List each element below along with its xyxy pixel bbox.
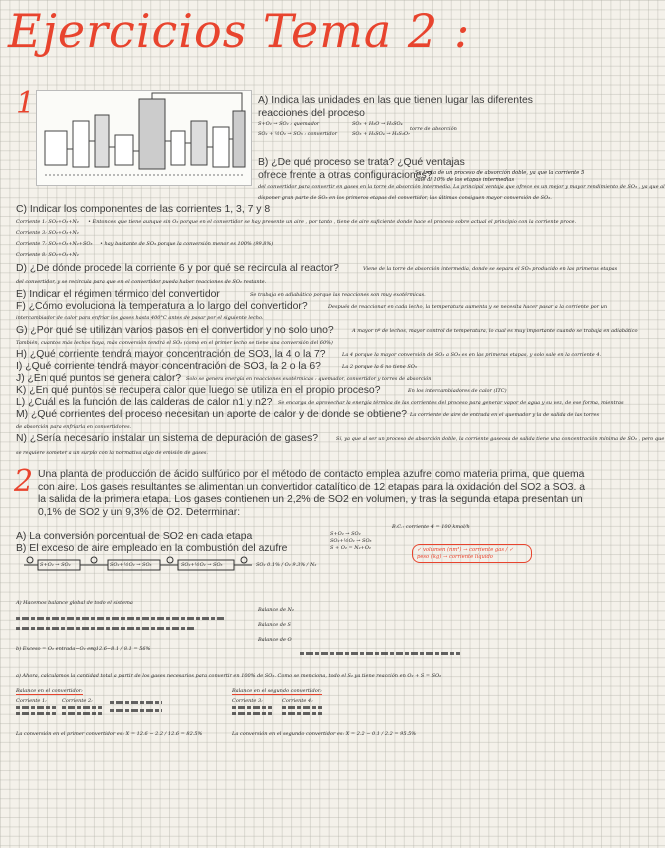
stream-8: Corriente 8: SO₂+O₂+N₂ (16, 252, 79, 258)
part-c-intro: a) Ahora, calculamos la cantidad total a partir de los gases necesarios para convertir en 100% de SO₂. Como se menciona, todo el S₂ ya tiene reacción en O₂ + S = SO₂ (16, 673, 442, 679)
answer-1f: Después de reaccionar en cada lecho, la temperatura aumenta y se necesita hacer pasar a la corriente por un (328, 304, 608, 310)
scribble-s4-b (282, 712, 322, 715)
answer-1h: La 4 porque la mayor conversión de SO₂ a SO₃ es en las primeras etapas, y solo sale en la corriente 4. (342, 352, 602, 358)
reaction-1: S+O₂ → SO₂ (330, 531, 361, 537)
scribble-s2-b (62, 712, 102, 715)
process-diagram (36, 90, 252, 186)
flow-diagram-drawing (20, 556, 320, 580)
question-1k: K) ¿En qué puntos se recupera calor que luego se utiliza en el propio proceso? (16, 385, 381, 396)
excess-air-label: b) Exceso = O₂ entrada−O₂ esq (16, 646, 96, 652)
result-first-converter: La conversión en el primer convertidor es: X = 12.6 − 2.2 / 12.6 = 82.5% (16, 731, 203, 737)
question-1j: J) ¿En qué puntos se genera calor? (16, 373, 182, 384)
flow-box-2: SO₂+½O₂ → SO₃ (110, 562, 152, 568)
section-number-2: 2 (14, 464, 34, 499)
scribble-s1-a (16, 706, 56, 709)
question-1i: I) ¿Qué corriente tendrá mayor concentración de SO3, la 2 o la 6? (16, 361, 321, 372)
question-1h: H) ¿Qué corriente tendrá mayor concentración de SO3, la 4 o la 7? (16, 349, 326, 360)
scribble-s1-b (16, 712, 56, 715)
scribble-s3-a (232, 706, 272, 709)
scribble-s4-a (282, 706, 322, 709)
scribble-s2-d (110, 709, 162, 712)
flow-box-1: S+O₂ → SO₂ (40, 562, 71, 568)
section-number-1: 1 (16, 86, 36, 121)
equation-note: torre de absorción (410, 126, 457, 132)
stream-label-2: Corriente 2: (62, 698, 93, 704)
answer-1m-line2: de absorción para enfriarla en convertidores. (16, 424, 132, 430)
stream-label-3: Corriente 3: (232, 698, 263, 704)
question-1e: E) Indicar el régimen térmico del convertidor (16, 289, 220, 300)
answer-1b-line3: disponer gran parte de SO₃ en los primeros etapas del convertidor, las últimas consiguen mayor conversión de SO₂. (258, 195, 552, 201)
stream-1: Corriente 1: SO₂+O₂+N₂ (16, 219, 79, 225)
mass-balance-title: A) Hacemos balance global de todo el sistema (16, 600, 133, 606)
scribble-s2-c (110, 701, 162, 704)
question-1d: D) ¿De dónde procede la corriente 6 y por qué se recircula al reactor? (16, 263, 339, 274)
question-1m: M) ¿Qué corrientes del proceso necesitan un aporte de calor y de donde se obtiene? (16, 409, 408, 420)
balance-second-converter: Balance en el segundo convertidor: (232, 688, 322, 694)
flow-diagram (20, 556, 320, 580)
result-second-converter: La conversión en el segundo convertidor es: X = 2.2 − 0.1 / 2.2 = 95.5% (232, 731, 417, 737)
answer-1i: La 2 porque la 6 no tiene SO₃ (342, 364, 417, 370)
stream-7-note: • hay bastante de SO₃ porque la conversión menor es 100% (99.8%) (100, 241, 274, 247)
reaction-3: S + O₂ = N₂+O₂ (330, 545, 371, 551)
balance-n2: Balance de N₂ (258, 607, 294, 613)
equation-4: SO₃ + H₂SO₄ → H₂S₂O₇ (352, 131, 411, 137)
question-2a: A) La conversión porcentual de SO2 en cada etapa (16, 531, 253, 542)
question-1n: N) ¿Sería necesario instalar un sistema de depuración de gases? (16, 433, 319, 444)
answer-1g: A mayor nº de lechos, mayor control de temperatura, lo cual es muy importante cuando se trabaja en adiabático (352, 328, 638, 334)
process-diagram-drawing (37, 91, 251, 185)
answer-1j: Solo se genera energía en reacciones exotérmicas : quemador, convertidor y torres de absorción (186, 376, 432, 382)
scribble-s2-a (62, 706, 102, 709)
balance-s: Balance de S (258, 622, 291, 628)
balance-o: Balance de O (258, 637, 292, 643)
stream-3: Corriente 3: SO₂+O₂+N₂ (16, 230, 79, 236)
basis-note: B.C.: corriente 4 = 100 kmol/h (392, 524, 470, 530)
question-1l: L) ¿Cuál es la función de las calderas de calor n1 y n2? (16, 397, 273, 408)
answer-1d-line2: del convertidor, y se recircula para que en el convertidor pueda haber reacciones de SO₂ restante. (16, 279, 267, 285)
answer-1e: Se trabaja en adiabático porque las reacciones son muy exotérmicas. (250, 292, 426, 298)
scribble-calc-3 (300, 652, 460, 655)
units-note-box: ✓ volumen (nm³) → corriente gas / ✓ peso (kg) → corriente líquido (412, 544, 532, 563)
question-1b: B) ¿De qué proceso se trata? ¿Qué ventajas ofrece frente a otras configuraciones? (258, 157, 465, 181)
answer-1f-line2: intercambiador de calor para enfriar los gases hasta 400°C antes de pasar por el siguiente lecho. (16, 315, 264, 321)
answer-1g-line2: También, cuantos más lechos haya, más conversión tendrá el SO₂ (como en el primer lecho se tiene una conversión del 60%) (16, 340, 333, 346)
stream-label-4: Corriente 4: (282, 698, 313, 704)
answer-1m: La corriente de aire de entrada en el quemador y la de salida de las torres (410, 412, 600, 418)
scribble-calc-2 (16, 627, 196, 630)
question-1c: C) Indicar los componentes de las corrientes 1, 3, 7 y 8 (16, 204, 271, 215)
stream-label-1: Corriente 1: (16, 698, 47, 704)
answer-1n-line2: se requiere someter a un surplo con la normativa algo de emisión de gases. (16, 450, 208, 456)
flow-box-3: SO₂+½O₂ → SO₃ (181, 562, 223, 568)
problem-2-statement: Una planta de producción de ácido sulfúrico por el método de contacto emplea azufre como materia prima, que quema con aire. Los gases resultantes se alimentan un convertidor catalítico de 12 etapas para la oxidación del SO2 a SO3. a la salida de la primera etapa. Los gases contienen un 2,2% de SO2 en volumen, y tras la segunda etapa presentan un 0,1% de SO2 y un 9,3% de O2. Determinar: (38, 469, 585, 518)
stream-1-note: • Entonces que tiene aunque sin O₂ porque en el convertidor se hay presente un aire , por tanto , tiene de aire suficiente donde hace el proceso sobre actual el principio con la corriente proce. (88, 219, 577, 225)
answer-1k: En los intercambiadores de calor (ITC) (408, 388, 507, 394)
answer-1n: Sí, ya que al ser un proceso de absorción doble, la corriente gaseosa de salida tiene una concentración mínima de SO₂ , pero que (336, 436, 665, 442)
question-1g: G) ¿Por qué se utilizan varios pasos en el convertidor y no solo uno? (16, 325, 334, 336)
scribble-calc-1 (16, 617, 226, 620)
answer-1b-line2: del convertidor para convertir en gases en la torre de absorción intermedia. La principal ventaja que ofrece es un mejor y mayor rendimiento de SO₃ , ya que al (258, 184, 665, 190)
answer-1l: Se encarga de aprovechar la energía térmica de las corrientes del proceso para generar vapor de agua y su vez, de ese forma, mientras (278, 400, 624, 406)
stream-7: Corriente 7: SO₂+O₂+N₂+SO₃ (16, 241, 93, 247)
reaction-2: SO₂+½O₂ → SO₃ (330, 538, 372, 544)
question-2b: B) El exceso de aire empleado en la combustión del azufre (16, 543, 288, 554)
balance-first-converter: Balance en el convertidor: (16, 688, 83, 694)
answer-1d: Viene de la torre de absorción intermedia, donde se separa el SO₃ producido en las primeras etapas (363, 266, 618, 272)
answer-1b-line1: Se trata de un proceso de absorción doble, ya que la corriente 5 sale al 10% de los etapas intermedias (415, 170, 585, 183)
flow-output: SO₂ 0.1% / O₂ 9.3% / N₂ (256, 562, 317, 568)
excess-air-formula: = 12.6−8.1 / 8.1 = 56% (90, 646, 151, 652)
scribble-s3-b (232, 712, 272, 715)
equation-2: SO₂ + ½O₂ → SO₃ : convertidor (258, 131, 338, 137)
equation-1: S+O₂ → SO₂ : quemador (258, 121, 320, 127)
question-1f: F) ¿Cómo evoluciona la temperatura a lo largo del convertidor? (16, 301, 308, 312)
page-title: Ejercicios Tema 2 : (8, 4, 471, 58)
question-1a: A) Indica las unidades en las que tienen lugar las diferentes reacciones del proceso (258, 95, 533, 119)
equation-3: SO₃ + H₂O → H₂SO₄ (352, 121, 403, 127)
